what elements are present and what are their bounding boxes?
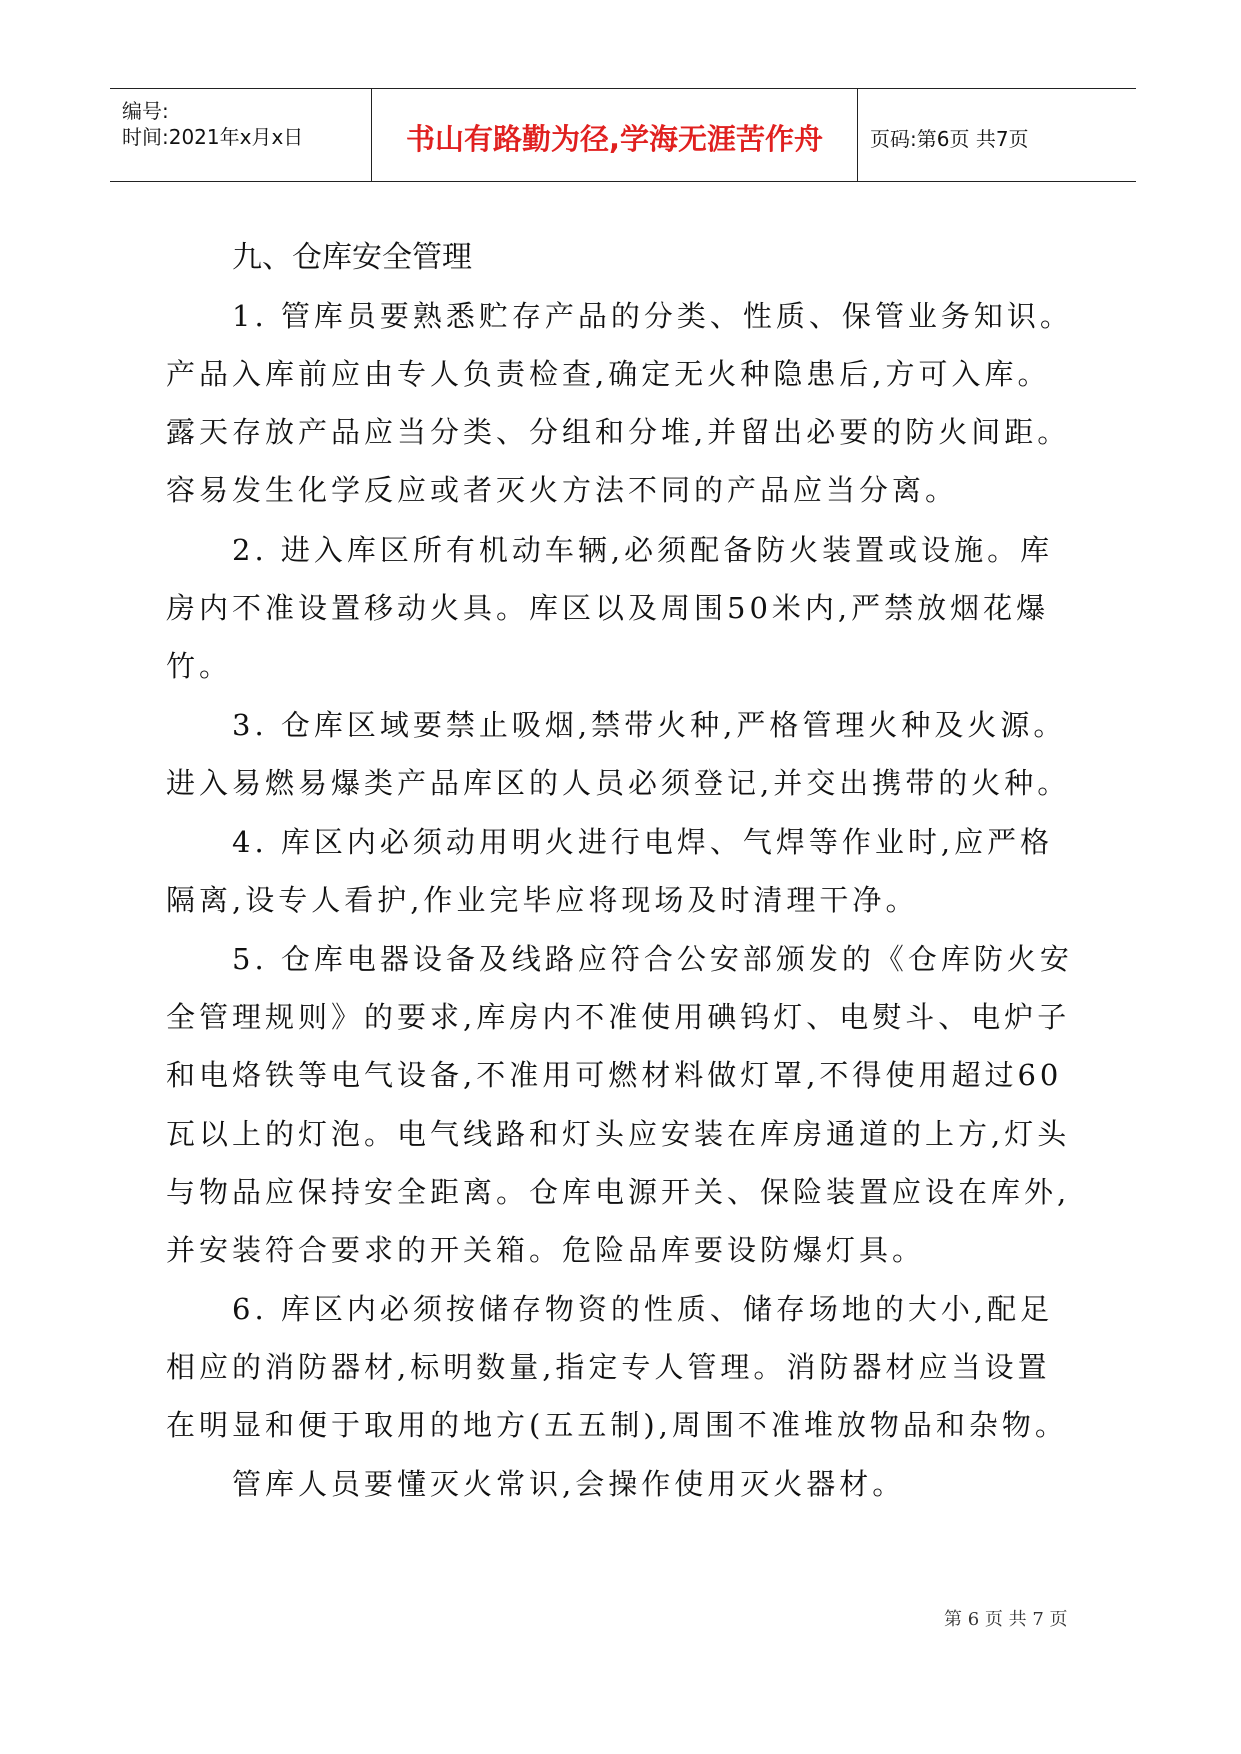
- text-line: 1. 管库员要熟悉贮存产品的分类、性质、保管业务知识。: [232, 299, 1073, 333]
- text-line: 6. 库区内必须按储存物资的性质、储存场地的大小,配足: [232, 1292, 1054, 1326]
- text-line: 竹。: [166, 649, 233, 683]
- header-page-cell: [858, 89, 1136, 181]
- text-line: 隔离,设专人看护,作业完毕应将现场及时清理干净。: [166, 883, 919, 917]
- text-line: 并安装符合要求的开关箱。危险品库要设防爆灯具。: [166, 1233, 926, 1267]
- text-line: 瓦以上的灯泡。电气线路和灯头应安装在库房通道的上方,灯头: [166, 1117, 1071, 1151]
- page-footer: 第 6 页 共 7 页: [944, 1609, 1068, 1630]
- text-line: 2. 进入库区所有机动车辆,必须配备防火装置或设施。库: [232, 533, 1054, 567]
- text-line: 3. 仓库区域要禁止吸烟,禁带火种,严格管理火种及火源。: [232, 708, 1067, 742]
- time-label: 时间:2021年x月x日: [122, 125, 304, 149]
- header-info-cell: [110, 89, 372, 181]
- text-line: 进入易燃易爆类产品库区的人员必须登记,并交出携带的火种。: [166, 766, 1071, 800]
- text-line: 相应的消防器材,标明数量,指定专人管理。消防器材应当设置: [166, 1350, 1051, 1384]
- number-label: 编号:: [122, 99, 169, 123]
- text-line: 4. 库区内必须动用明火进行电焊、气焊等作业时,应严格: [232, 825, 1054, 859]
- header-motto-cell: [372, 89, 858, 181]
- text-line: 5. 仓库电器设备及线路应符合公安部颁发的《仓库防火安: [232, 942, 1073, 976]
- text-line: 与物品应保持安全距离。仓库电源开关、保险装置应设在库外,: [166, 1175, 1071, 1209]
- text-line: 产品入库前应由专人负责检查,确定无火种隐患后,方可入库。: [166, 357, 1051, 391]
- header-page-info: 页码:第6页 共7页: [870, 127, 1029, 151]
- text-line: 管库人员要懂灭火常识,会操作使用灭火器材。: [232, 1467, 906, 1501]
- text-line: 在明显和便于取用的地方(五五制),周围不准堆放物品和杂物。: [166, 1408, 1068, 1442]
- text-line: 和电烙铁等电气设备,不准用可燃材料做灯罩,不得使用超过60: [166, 1058, 1063, 1092]
- text-line: 露天存放产品应当分类、分组和分堆,并留出必要的防火间距。: [166, 415, 1071, 449]
- text-line: 房内不准设置移动火具。库区以及周围50米内,严禁放烟花爆: [166, 591, 1050, 625]
- section-title: 九、仓库安全管理: [232, 240, 472, 275]
- header-motto: 书山有路勤为径,学海无涯苦作舟: [405, 122, 824, 156]
- text-line: 容易发生化学反应或者灭火方法不同的产品应当分离。: [166, 473, 959, 507]
- text-line: 全管理规则》的要求,库房内不准使用碘钨灯、电熨斗、电炉子: [166, 1000, 1071, 1034]
- page-header: [110, 88, 1136, 182]
